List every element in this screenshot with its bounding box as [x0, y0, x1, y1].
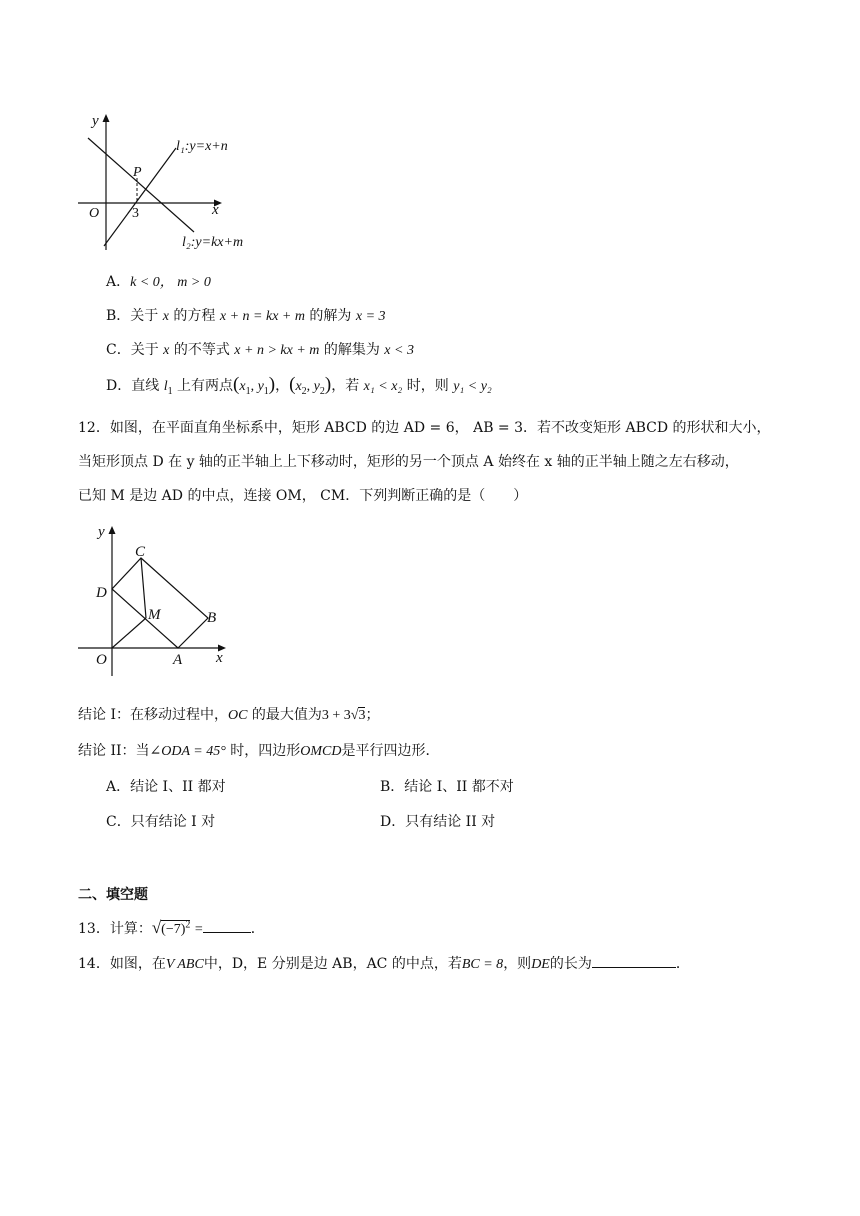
option-d-sep: ， — [275, 378, 290, 394]
y-axis-arrow — [103, 114, 110, 122]
segment-cm — [141, 558, 146, 618]
q14-de: DE — [531, 957, 550, 972]
option-c-ineq: x + n > kx + m — [234, 343, 320, 358]
q13-equals: = — [194, 922, 203, 937]
conclusion-2-prefix: 结论 II：当 — [78, 743, 150, 759]
y-axis-arrow — [109, 526, 116, 534]
conclusion-1 — [78, 704, 379, 724]
origin-label: O — [89, 206, 100, 221]
q14-mid3: 的长为 — [549, 956, 592, 972]
option-a-label: A． — [106, 274, 131, 290]
conclusion-2-end: 是平行四边形． — [341, 743, 440, 759]
option-d-prefix: D．直线 — [106, 378, 160, 394]
q13-prefix: 13．计算： — [78, 921, 152, 937]
q12-line2: 当矩形顶点 D 在 y 轴的正半轴上上下移动时，矩形的另一个顶点 A 始终在 x 轴的正半轴上随之左右移动， — [78, 454, 739, 470]
l2-label: l₂:y=kx+m — [182, 235, 244, 250]
q14-prefix: 14．如图，在 — [78, 956, 166, 972]
origin-label: O — [96, 652, 107, 668]
conclusion-1-val: 3 + 3 — [321, 708, 351, 723]
point-c-label: C — [135, 544, 146, 560]
question-13 — [78, 918, 265, 938]
q12-line1: 12．如图，在平面直角坐标系中，矩形 ABCD 的边 AD = 6， AB = 3．若不改变矩形 ABCD 的形状和大小， — [78, 420, 771, 436]
point-a-label: A — [173, 652, 183, 668]
sqrt-symbol: √ — [151, 918, 162, 937]
segment-om — [112, 618, 146, 648]
q11-option-a — [106, 271, 211, 291]
conclusion-1-end: ； — [365, 707, 380, 723]
point-p-label: P — [133, 165, 142, 180]
option-b-mid1: 的方程 — [173, 308, 216, 324]
figure-rectangle-abcd — [76, 518, 246, 683]
y-label: y — [92, 113, 99, 129]
q12-option-a: A．结论 I、II 都对 — [106, 779, 226, 795]
q12-option-d: D．只有结论 II 对 — [380, 814, 496, 830]
option-d-cond: x₁ < x₂ — [363, 379, 403, 394]
x-label: x — [212, 202, 219, 218]
conclusion-2-mid: 时，四边形 — [230, 743, 301, 759]
conclusion-1-mid: 的最大值为 — [251, 707, 322, 723]
option-a-text: k < 0， m > 0 — [130, 275, 211, 290]
q14-triangle: V ABC — [165, 957, 204, 972]
conclusion-2-angle: ∠ODA = 45° — [149, 744, 226, 759]
option-d-concl: y₁ < y₂ — [453, 379, 492, 394]
q11-option-b: B．关于 x 的方程 x + n = kx + m 的解为 x = 3 — [106, 308, 386, 324]
option-c-sol: x < 3 — [384, 343, 414, 358]
conclusion-1-radicand: 3 — [358, 708, 366, 723]
q13-end: ． — [250, 921, 265, 937]
conclusion-2-quad: OMCD — [300, 744, 342, 759]
conclusion-1-oc: OC — [227, 708, 248, 723]
option-c-mid1: 的不等式 — [173, 342, 230, 358]
option-d-mid2: ，若 — [331, 378, 360, 394]
point-m-label: M — [148, 607, 161, 623]
q14-mid2: ，则 — [503, 956, 532, 972]
option-c-mid2: 的解集为 — [323, 342, 380, 358]
point-d-label: D — [96, 585, 107, 601]
question-14 — [78, 953, 690, 973]
q13-expr: (−7) — [161, 922, 186, 937]
q14-answer-blank[interactable] — [592, 955, 676, 968]
section-heading: 二、填空题 — [78, 887, 148, 903]
option-b-mid2: 的解为 — [309, 308, 352, 324]
conclusion-2 — [78, 740, 440, 760]
conclusion-1-prefix: 结论 I：在移动过程中， — [78, 707, 228, 723]
option-d-mid3: 时，则 — [406, 378, 449, 394]
q14-end: ． — [675, 956, 690, 972]
q12-option-b: B．结论 I、II 都不对 — [380, 779, 514, 795]
q13-exponent: 2 — [185, 919, 191, 931]
l1-label: l₁:y=x+n — [176, 139, 228, 154]
x-label: x — [216, 650, 223, 666]
q12-line3: 已知 M 是边 AD 的中点，连接 OM， CM．下列判断正确的是（ ） — [78, 488, 528, 504]
option-b-prefix: B．关于 — [106, 308, 159, 324]
option-c-prefix: C．关于 — [106, 342, 159, 358]
q14-cond: BC = 8 — [461, 957, 504, 972]
q13-answer-blank[interactable] — [203, 920, 251, 933]
option-d-mid1: 上有两点 — [177, 378, 234, 394]
tick-3-label: 3 — [132, 206, 139, 221]
point-b-label: B — [207, 610, 217, 626]
option-b-eq: x + n = kx + m — [219, 309, 305, 324]
sqrt-symbol: √ — [350, 708, 359, 723]
figure-lines-intersection — [70, 110, 270, 260]
q11-option-d: D．直线 $l_1$ 上有两点($x_1$, $y_1$)，($x_2$, $y_2$)，若 x₁ < x₂ 时，则 y₁ < y₂ — [106, 374, 492, 397]
q11-option-c: C．关于 x 的不等式 x + n > kx + m 的解集为 x < 3 — [106, 342, 414, 358]
option-b-sol: x = 3 — [355, 309, 386, 324]
y-label: y — [98, 524, 105, 540]
q12-option-c: C．只有结论 I 对 — [106, 814, 216, 830]
q14-mid1: 中，D，E 分别是边 AB，AC 的中点，若 — [203, 956, 462, 972]
line-l1 — [104, 148, 176, 246]
